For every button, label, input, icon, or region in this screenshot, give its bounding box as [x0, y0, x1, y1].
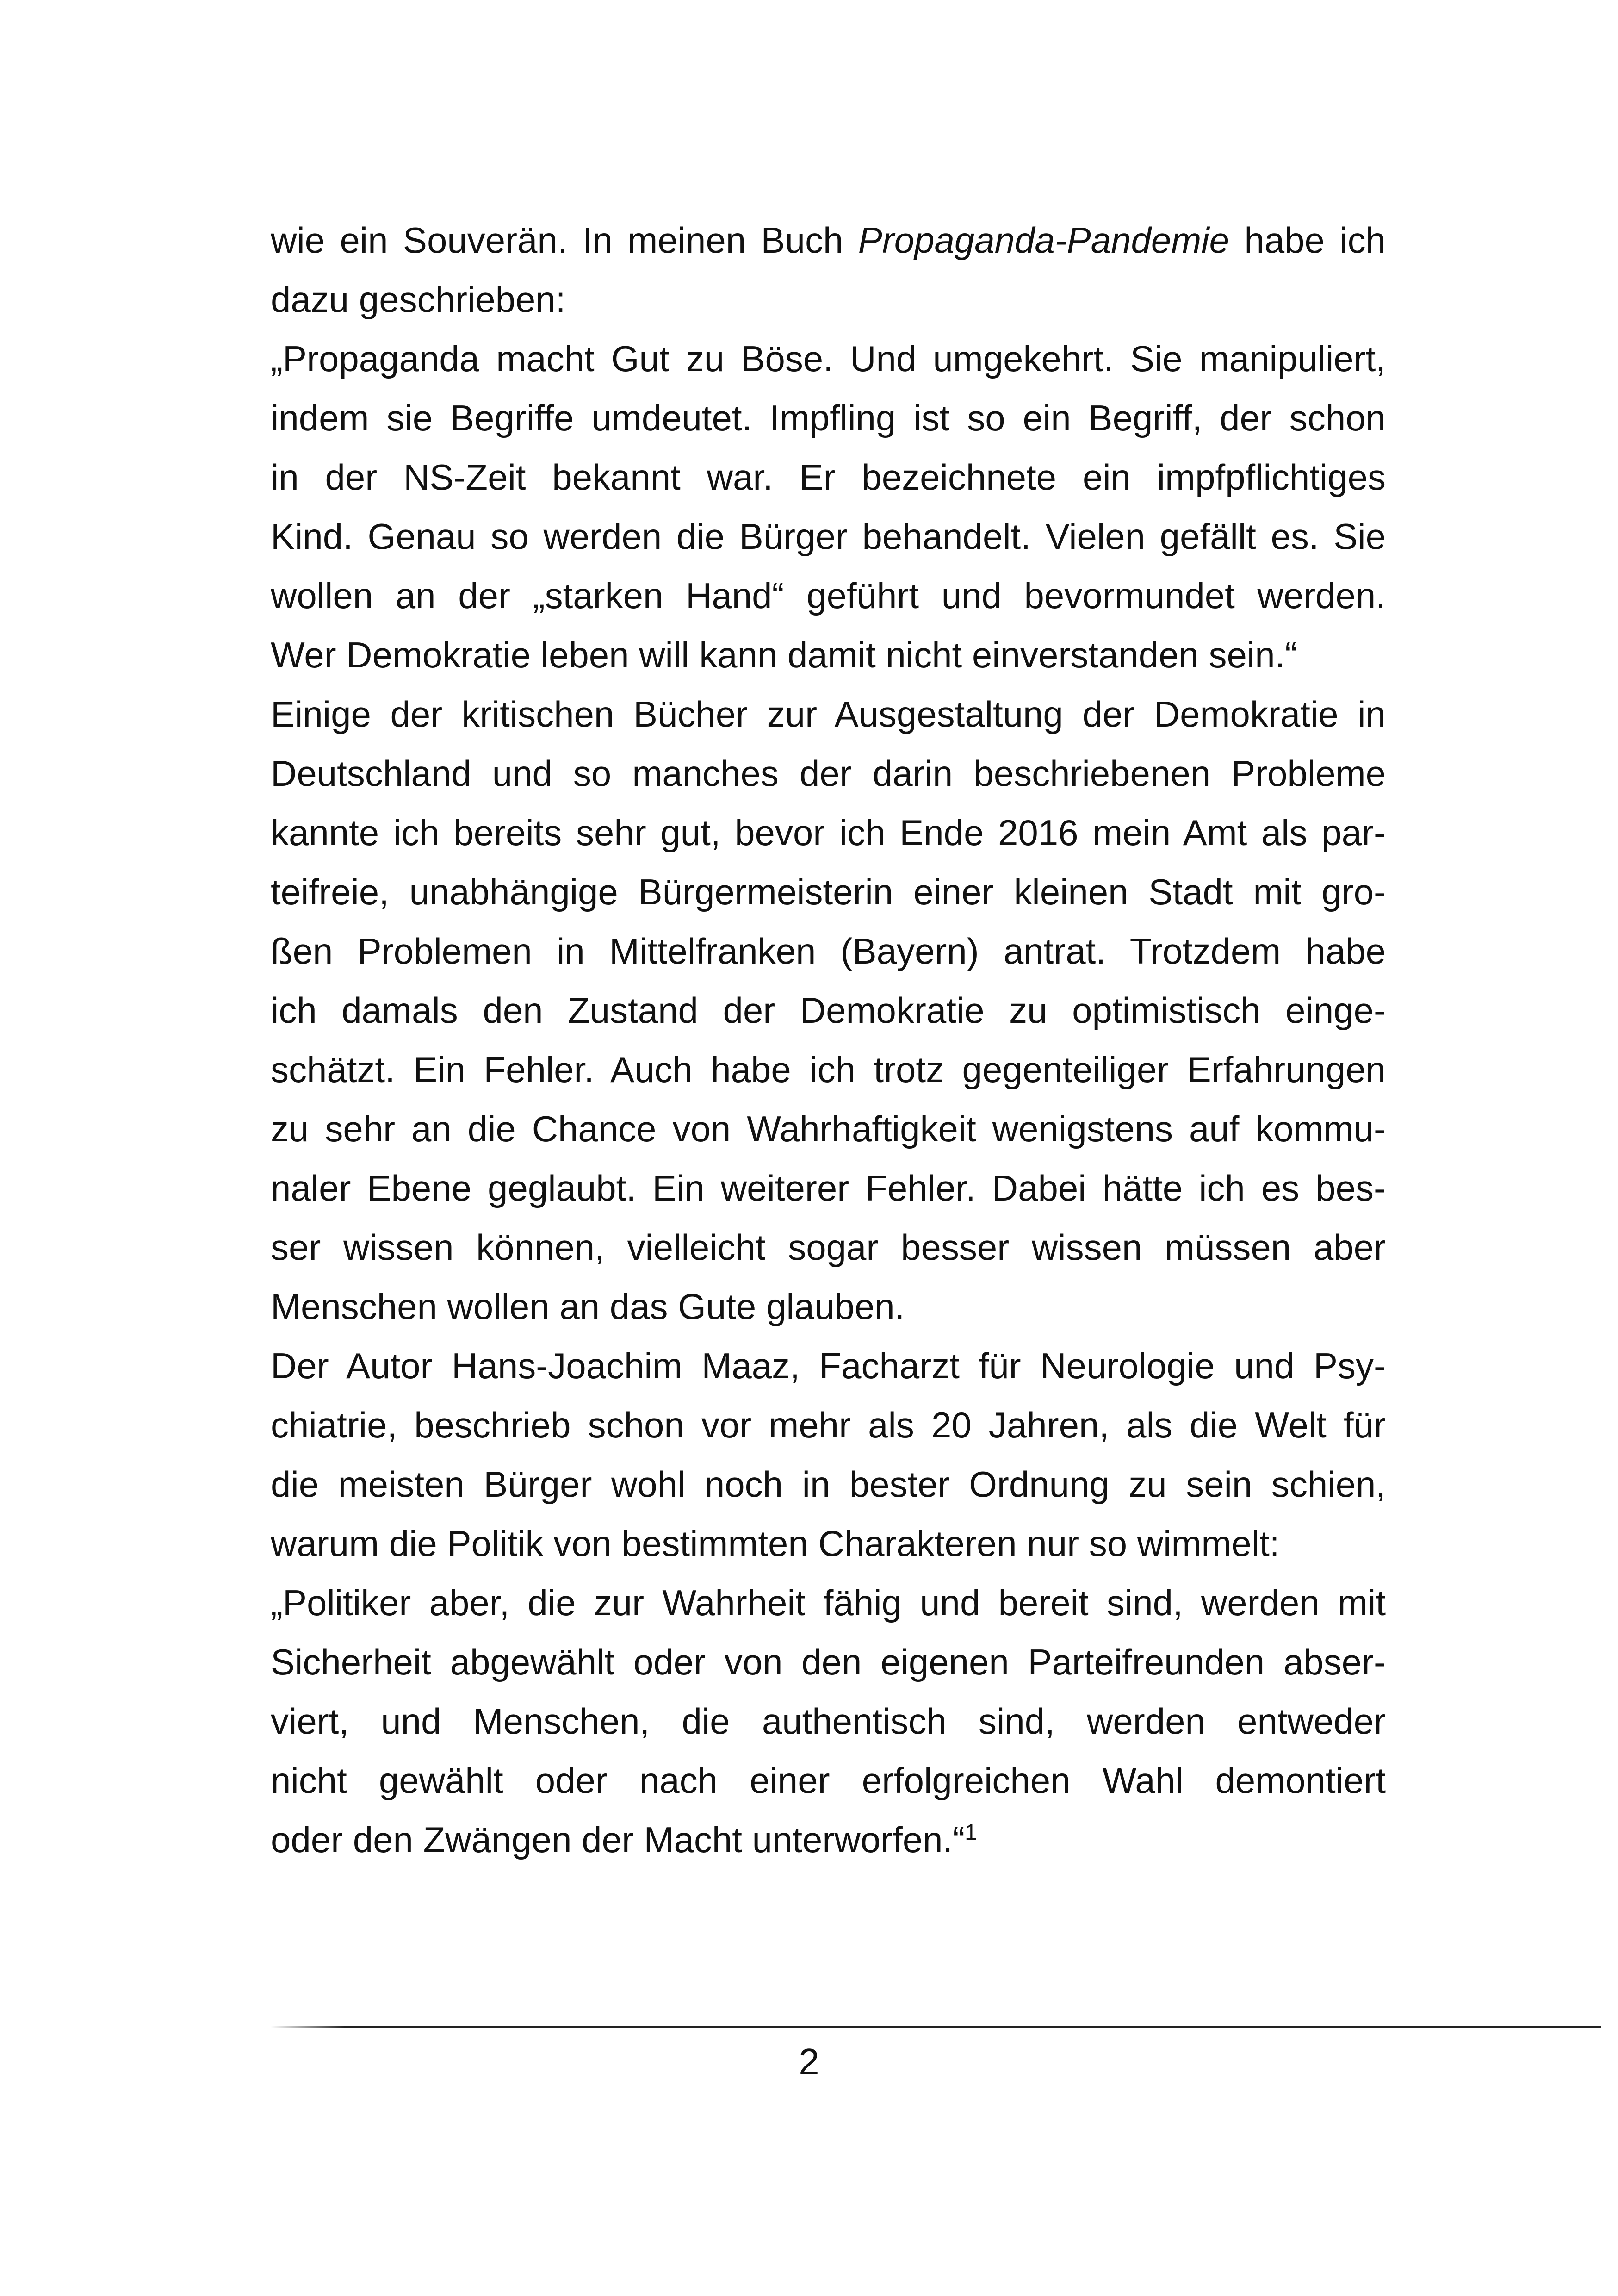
text-line [271, 684, 1386, 744]
text-line [271, 388, 1386, 448]
text-run: „Propaganda macht Gut zu Böse. Und umgekehrt. Sie manipuliert, [271, 338, 1386, 379]
text-run: wie ein Souverän. In meinen Buch [271, 220, 858, 261]
text-line [271, 981, 1386, 1040]
paragraph [271, 211, 1386, 329]
footnote-marker[interactable]: 1 [965, 1820, 977, 1845]
text-run: ich damals den Zustand der Demokratie zu optimistisch einge- [271, 990, 1386, 1031]
text-run: die meisten Bürger wohl noch in bester Ordnung zu sein schien, [271, 1464, 1386, 1505]
text-line [271, 1573, 1386, 1632]
text-line [271, 1040, 1386, 1099]
text-line [271, 329, 1386, 388]
text-run: wollen an der „starken Hand“ geführt und bevormundet werden. [271, 575, 1386, 616]
text-run: indem sie Begriffe umdeutet. Impfling ist so ein Begriff, der schon [271, 398, 1386, 438]
text-run: Einige der kritischen Bücher zur Ausgestaltung der Demokratie in [271, 694, 1386, 734]
paragraph [271, 1336, 1386, 1573]
text-run: warum die Politik von bestimmten Charakteren nur so wimmelt: [271, 1523, 1280, 1564]
text-line [271, 448, 1386, 507]
paragraph [271, 329, 1386, 684]
text-line [271, 862, 1386, 921]
book-title: Propaganda-Pandemie [858, 220, 1229, 261]
text-line [271, 566, 1386, 625]
text-run: Sicherheit abgewählt oder von den eigenen Parteifreunden abser- [271, 1642, 1386, 1682]
text-run: oder den Zwängen der Macht unterworfen.“ [271, 1819, 965, 1860]
paragraph [271, 684, 1386, 1336]
text-run: schätzt. Ein Fehler. Auch habe ich trotz gegenteiliger Erfahrungen [271, 1049, 1386, 1090]
text-line [271, 1632, 1386, 1692]
text-run: Wer Demokratie leben will kann damit nicht einverstanden sein.“ [271, 635, 1297, 675]
text-line [271, 211, 1386, 270]
text-line [271, 1810, 1386, 1869]
text-line [271, 625, 1386, 684]
text-run: in der NS-Zeit bekannt war. Er bezeichnete ein impfpflichtiges [271, 457, 1386, 498]
text-line [271, 1395, 1386, 1455]
text-line [271, 270, 1386, 329]
text-run: nicht gewählt oder nach einer erfolgreichen Wahl demontiert [271, 1760, 1386, 1801]
text-line [271, 1692, 1386, 1751]
text-run: ßen Problemen in Mittelfranken (Bayern) antrat. Trotzdem habe [271, 931, 1386, 971]
footnote-separator [271, 2026, 1601, 2028]
text-run: teifreie, unabhängige Bürgermeisterin einer kleinen Stadt mit gro- [271, 871, 1386, 912]
text-line [271, 1158, 1386, 1218]
text-line [271, 1218, 1386, 1277]
text-run: Menschen wollen an das Gute glauben. [271, 1286, 905, 1327]
page-number: 2 [799, 2041, 819, 2082]
text-line [271, 1277, 1386, 1336]
text-line [271, 921, 1386, 981]
paragraph [271, 1573, 1386, 1869]
text-line [271, 507, 1386, 566]
text-run: Kind. Genau so werden die Bürger behandelt. Vielen gefällt es. Sie [271, 516, 1386, 557]
text-run: Deutschland und so manches der darin beschriebenen Probleme [271, 753, 1386, 794]
text-run: ser wissen können, vielleicht sogar besser wissen müssen aber [271, 1227, 1386, 1268]
text-run: Der Autor Hans-Joachim Maaz, Facharzt für Neurologie und Psy- [271, 1345, 1386, 1386]
footnote-separator-fade [271, 2026, 345, 2029]
text-run: viert, und Menschen, die authentisch sind, werden entweder [271, 1701, 1386, 1742]
text-run: kannte ich bereits sehr gut, bevor ich Ende 2016 mein Amt als par- [271, 812, 1386, 853]
text-line [271, 1336, 1386, 1395]
text-line [271, 1751, 1386, 1810]
text-line [271, 744, 1386, 803]
text-line [271, 1514, 1386, 1573]
text-run: „Politiker aber, die zur Wahrheit fähig und bereit sind, werden mit [271, 1582, 1386, 1623]
text-run: naler Ebene geglaubt. Ein weiterer Fehler. Dabei hätte ich es bes- [271, 1168, 1386, 1208]
text-run: habe ich [1229, 220, 1386, 261]
text-run: dazu geschrieben: [271, 279, 566, 320]
text-line [271, 1455, 1386, 1514]
text-line [271, 1099, 1386, 1158]
text-line [271, 803, 1386, 862]
body-text [271, 211, 1386, 1869]
text-run: chiatrie, beschrieb schon vor mehr als 20 Jahren, als die Welt für [271, 1405, 1386, 1445]
text-run: zu sehr an die Chance von Wahrhaftigkeit wenigstens auf kommu- [271, 1108, 1386, 1149]
